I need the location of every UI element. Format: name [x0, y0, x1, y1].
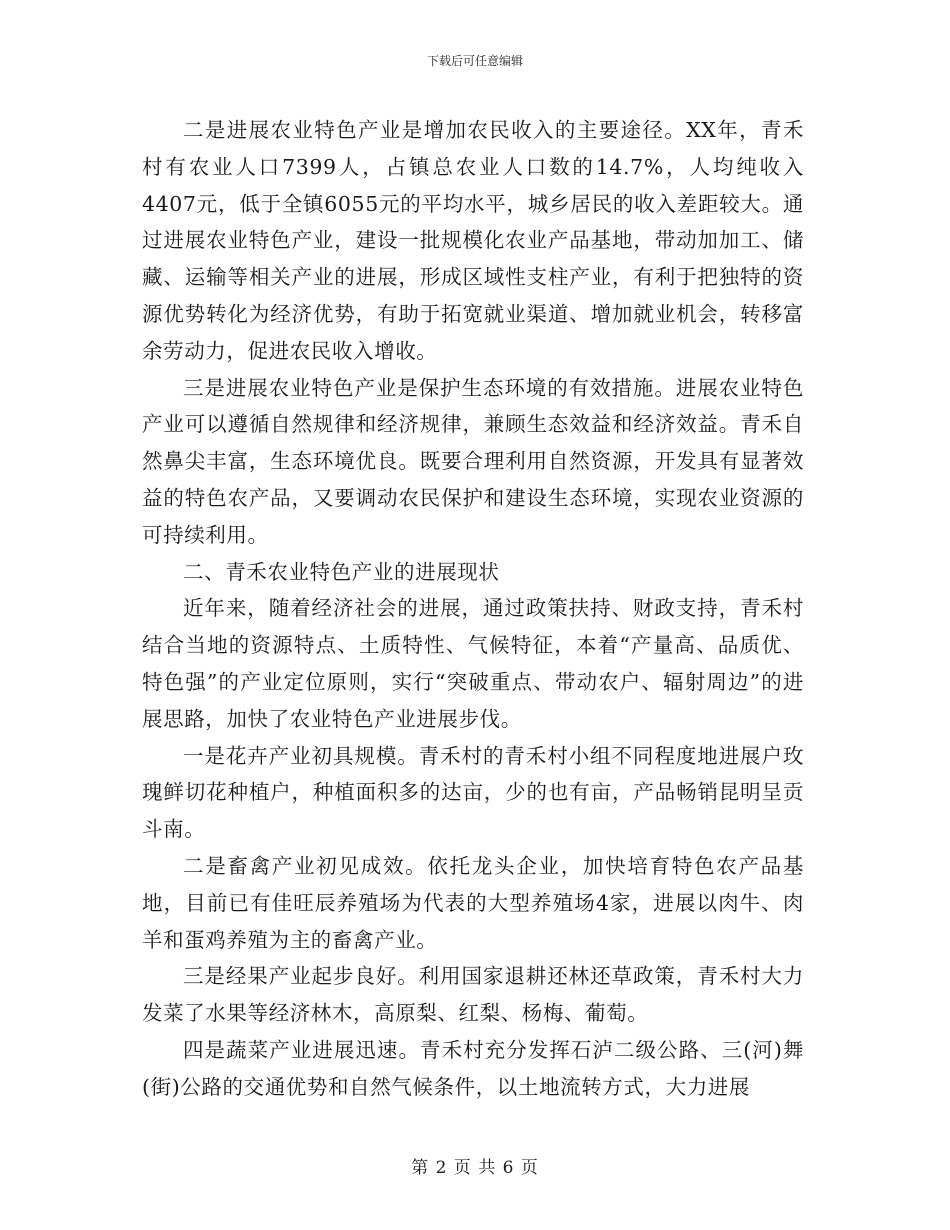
page-number: 第 2 页 共 6 页 — [411, 1158, 539, 1178]
paragraph-ecology: 三是进展农业特色产业是保护生态环境的有效措施。进展农业特色产业可以遵循自然规律和经济规律，兼顾生态效益和经济效益。青禾自然鼻尖丰富，生态环境优良。既要合理利用自然资源，开发具有显著效益的特色农产品，又要调动农民保护和建设生态环境，实现农业资源的可持续利用。 — [142, 375, 804, 547]
paragraph-income: 二是进展农业特色产业是增加农民收入的主要途径。XX年，青禾村有农业人口7399人，占镇总农业人口数的14.7%，人均纯收入4407元，低于全镇6055元的平均水平，城乡居民的收入差距较大。通过进展农业特色产业，建设一批规模化农业产品基地，带动加加工、储藏、运输等相关产业的进展，形成区域性支柱产业，有利于把独特的资源优势转化为经济优势，有助于拓宽就业渠道、增加就业机会，转移富余劳动力，促进农民收入增收。 — [142, 118, 804, 363]
paragraph-livestock: 二是畜禽产业初见成效。依托龙头企业，加快培育特色农产品基地，目前已有佳旺辰养殖场为代表的大型养殖场4家，进展以肉牛、肉羊和蛋鸡养殖为主的畜禽产业。 — [142, 853, 804, 952]
document-body — [142, 112, 804, 1106]
paragraph-fruit: 三是经果产业起步良好。利用国家退耕还林还草政策，青禾村大力发菜了水果等经济林木，高原梨、红梨、杨梅、葡萄。 — [142, 964, 804, 1026]
page-header: 下载后可任意编辑 — [426, 54, 523, 68]
paragraph-overview: 近年来，随着经济社会的进展，通过政策扶持、财政支持，青禾村结合当地的资源特点、土质特性、气候特征，本着“产量高、品质优、特色强”的产业定位原则，实行“突破重点、带动农户、辐射周边”的进展思路，加快了农业特色产业进展步伐。 — [142, 596, 804, 731]
section-heading-status: 二、青禾农业特色产业的进展现状 — [183, 559, 500, 584]
paragraph-flowers: 一是花卉产业初具规模。青禾村的青禾村小组不同程度地进展户玫瑰鲜切花种植户，种植面积多的达亩，少的也有亩，产品畅销昆明呈贡斗南。 — [142, 743, 804, 842]
paragraph-vegetables: 四是蔬菜产业进展迅速。青禾村充分发挥石泸二级公路、三(河)舞(街)公路的交通优势和自然气候条件，以土地流转方式，大力进展 — [142, 1037, 804, 1099]
